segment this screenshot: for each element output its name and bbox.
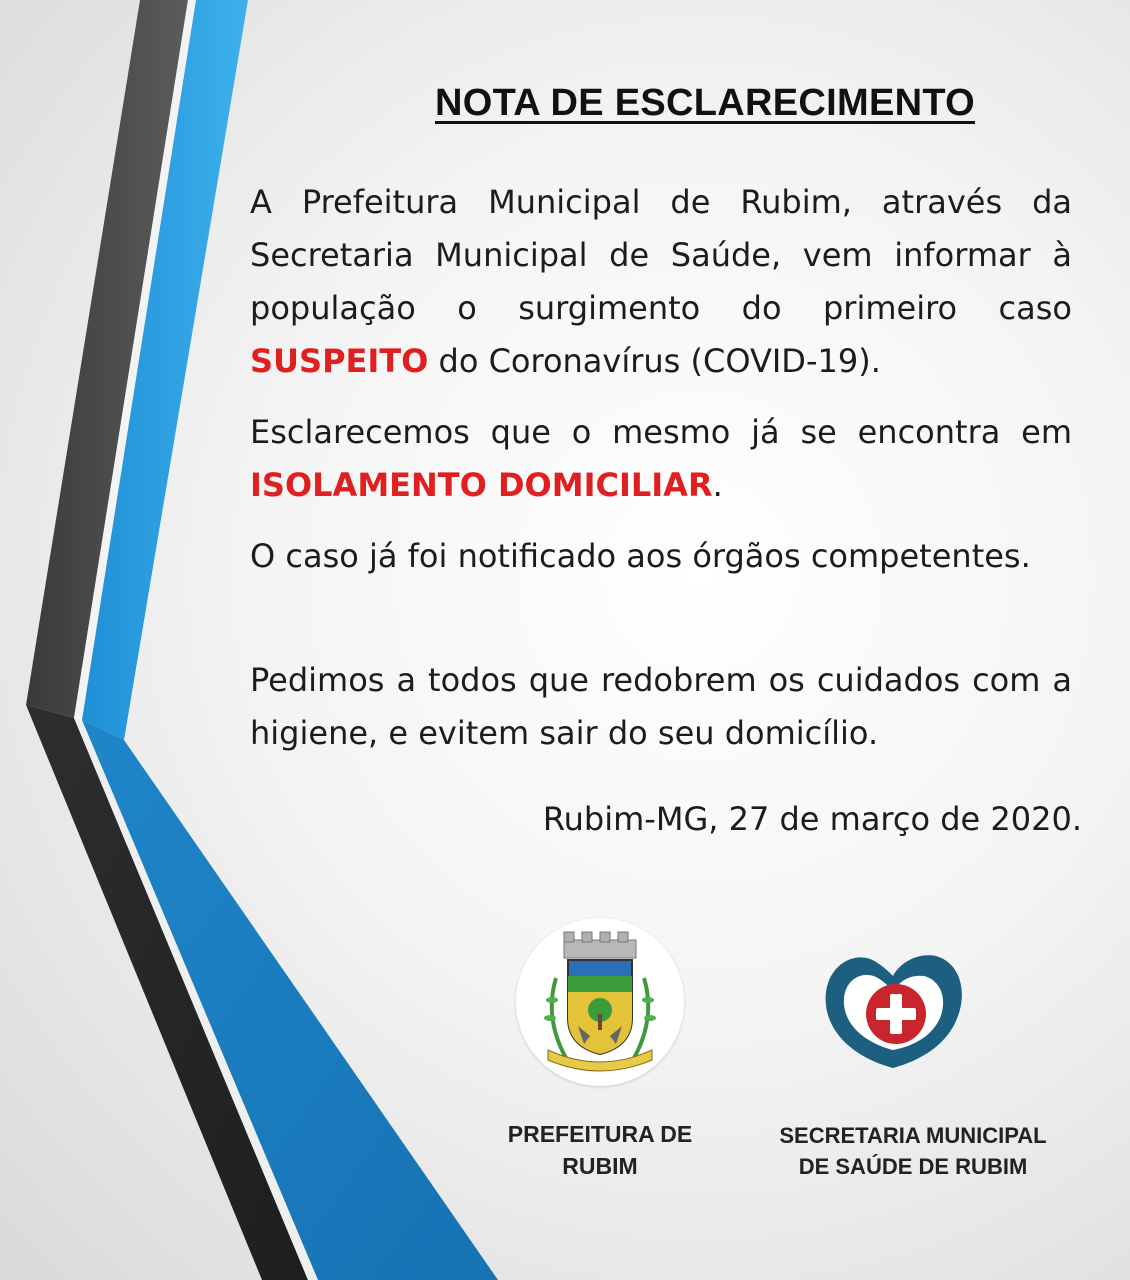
- suspect-highlight: SUSPEITO: [250, 342, 429, 380]
- secretaria-logo: [818, 946, 968, 1076]
- date-line: Rubim-MG, 27 de março de 2020.: [542, 800, 1082, 838]
- secretaria-label: [752, 1120, 1074, 1182]
- prefeitura-logo: [516, 918, 684, 1086]
- secretaria-label-line2: DE SAÚDE DE RUBIM: [798, 1154, 1028, 1179]
- paragraph-notified: O caso já foi notificado aos órgãos competentes.: [250, 537, 1031, 575]
- secretaria-label-line1: SECRETARIA MUNICIPAL: [779, 1123, 1047, 1148]
- isolation-highlight: ISOLAMENTO DOMICILIAR: [250, 466, 713, 504]
- paragraph-request: Pedimos a todos que redobrem os cuidados com a higiene, e evitem sair do seu domicílio.: [250, 661, 1072, 752]
- blue-stripe-lower: [82, 720, 498, 1280]
- page-title: NOTA DE ESCLARECIMENTO: [434, 82, 976, 124]
- paragraph-isolation: Esclarecemos que o mesmo já se encontra em ISOLAMENTO DOMICILIAR.: [250, 413, 1072, 504]
- prefeitura-label: [470, 1118, 730, 1182]
- heart-medical-cross-icon: [818, 946, 968, 1076]
- prefeitura-label-line2: RUBIM: [562, 1153, 638, 1179]
- prefeitura-label-line1: PREFEITURA DE: [507, 1121, 693, 1147]
- coat-of-arms-icon: [516, 918, 684, 1086]
- paragraph-announcement: A Prefeitura Municipal de Rubim, através da Secretaria Municipal de Saúde, vem informar à população o surgimento do primeiro caso SUSPEITO do Coronavírus (COVID-19).: [250, 183, 1072, 380]
